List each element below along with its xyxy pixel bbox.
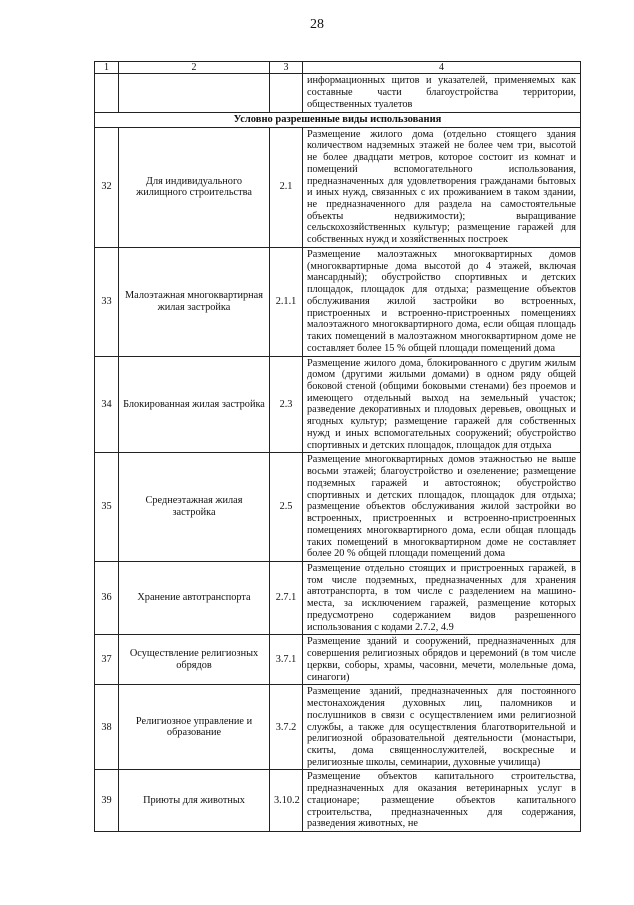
row-number: 34 xyxy=(95,356,119,453)
use-description: Размещение жилого дома (отдельно стоящего здания количеством надземных этажей не более чем три, высотой не более двадцати метров, которое состоит из комнат и помещений вспомогательного использования, предназначенных для удовлетворения гражданами бытовых и иных нужд, связанных с их проживанием в таком здании, не предназначенного для раздела на самостоятельные объекты недвижимости); выращивание сельскохозяйственных культур; размещение гаражей для собственных нужд и хозяйственных построек xyxy=(303,127,581,247)
table-row xyxy=(95,247,581,356)
column-header-row xyxy=(95,62,581,74)
row-number: 38 xyxy=(95,685,119,770)
column-header: 1 xyxy=(95,62,119,74)
column-header: 2 xyxy=(119,62,270,74)
section-title: Условно разрешенные виды использования xyxy=(95,112,581,127)
use-code: 2.1 xyxy=(270,127,303,247)
use-name: Малоэтажная многоквартирная жилая застройка xyxy=(119,247,270,356)
row-number: 36 xyxy=(95,562,119,635)
page-number: 28 xyxy=(310,17,324,32)
use-code: 2.5 xyxy=(270,453,303,562)
use-code: 3.7.1 xyxy=(270,635,303,685)
table-row xyxy=(95,453,581,562)
table-row xyxy=(95,770,581,832)
section-row xyxy=(95,112,581,127)
use-name: Для индивидуального жилищного строительства xyxy=(119,127,270,247)
use-description: Размещение зданий, предназначенных для постоянного местонахождения духовных лиц, паломников и послушников в связи с осуществлением ими религиозной службы, а также для осуществления благотворительной и религиозной образовательной деятельности (монастыри, скиты, дома священнослужителей, воскресные и религиозные школы, семинарии, духовные училища) xyxy=(303,685,581,770)
use-name: Хранение автотранспорта xyxy=(119,562,270,635)
use-code: 2.7.1 xyxy=(270,562,303,635)
row-number: 35 xyxy=(95,453,119,562)
table-row xyxy=(95,635,581,685)
table-row xyxy=(95,127,581,247)
use-description: Размещение многоквартирных домов этажностью не выше восьми этажей; благоустройство и озеленение; размещение подземных гаражей и автостоянок; обустройство спортивных и детских площадок, площадок для отдыха; размещение объектов обслуживания жилой застройки во встроенных, пристроенных и встроенно-пристроенных помещениях многоквартирного дома, если общая площадь таких помещений в многоквартирном доме не составляет более 20 % общей площади помещений дома xyxy=(303,453,581,562)
empty-cell xyxy=(119,74,270,112)
use-code: 3.7.2 xyxy=(270,685,303,770)
use-description: Размещение жилого дома, блокированного с другим жилым домом (другими жилыми домами) в одном ряду общей боковой стеной (общими боковыми стенами) без проемов и имеющего отдельный выход на земельный участок; разведение декоративных и плодовых деревьев, овощных и ягодных культур; размещение гаражей для собственных нужд и иных вспомогательных сооружений; обустройство спортивных и детских площадок, площадок для отдыха xyxy=(303,356,581,453)
table-row xyxy=(95,356,581,453)
land-use-table xyxy=(94,61,581,832)
use-code: 2.1.1 xyxy=(270,247,303,356)
use-description: Размещение объектов капитального строительства, предназначенных для оказания ветеринарных услуг в стационаре; размещение объектов капитального строительства, предназначенных для содержания, разведения животных, не xyxy=(303,770,581,832)
use-name: Приюты для животных xyxy=(119,770,270,832)
empty-cell xyxy=(270,74,303,112)
use-description: Размещение отдельно стоящих и пристроенных гаражей, в том числе подземных, предназначенных для хранения автотранспорта, в том числе с разделением на машино-места, за исключением гаражей, размещение которых предусмотрено содержанием видов разрешенного использования с кодами 2.7.2, 4.9 xyxy=(303,562,581,635)
column-header: 3 xyxy=(270,62,303,74)
continuation-row xyxy=(95,74,581,112)
use-description: Размещение зданий и сооружений, предназначенных для совершения религиозных обрядов и церемоний (в том числе церкви, соборы, храмы, часовни, мечети, молельные дома, синагоги) xyxy=(303,635,581,685)
table-row xyxy=(95,562,581,635)
row-number: 32 xyxy=(95,127,119,247)
use-name: Осуществление религиозных обрядов xyxy=(119,635,270,685)
row-number: 39 xyxy=(95,770,119,832)
use-name: Среднеэтажная жилая застройка xyxy=(119,453,270,562)
row-number: 37 xyxy=(95,635,119,685)
use-code: 2.3 xyxy=(270,356,303,453)
use-name: Блокированная жилая застройка xyxy=(119,356,270,453)
empty-cell xyxy=(95,74,119,112)
row-number: 33 xyxy=(95,247,119,356)
use-description: Размещение малоэтажных многоквартирных домов (многоквартирные дома высотой до 4 этажей, включая мансардный); обустройство спортивных и детских площадок, площадок для отдыха; размещение объектов обслуживания жилой застройки во встроенных, пристроенных и встроенно-пристроенных помещениях малоэтажного многоквартирного дома, если общая площадь таких помещений в малоэтажном многоквартирном доме не составляет более 15 % общей площади помещений дома xyxy=(303,247,581,356)
use-name: Религиозное управление и образование xyxy=(119,685,270,770)
use-code: 3.10.2 xyxy=(270,770,303,832)
table-row xyxy=(95,685,581,770)
column-header: 4 xyxy=(303,62,581,74)
continuation-text: информационных щитов и указателей, применяемых как составные части благоустройства территории, общественных туалетов xyxy=(303,74,581,112)
